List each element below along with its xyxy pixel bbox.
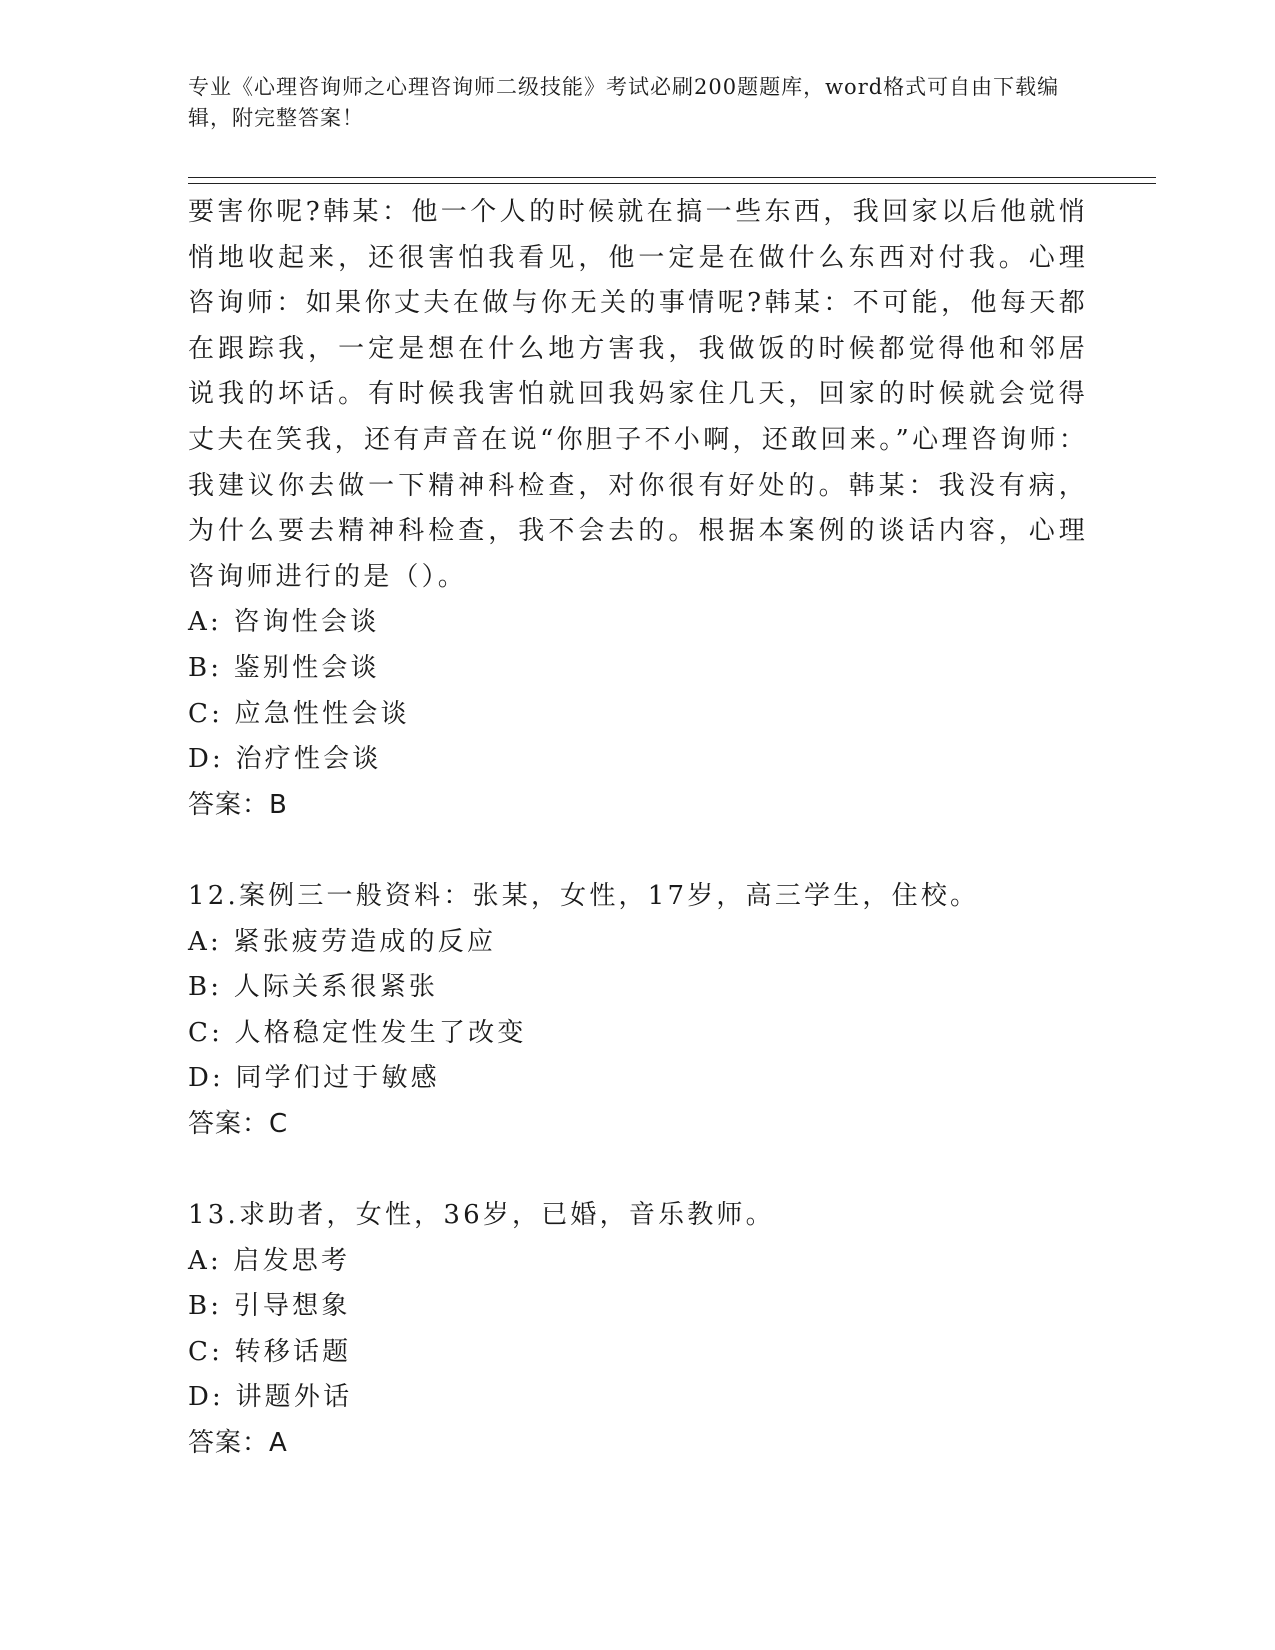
header-rule-bottom: [188, 183, 1156, 184]
question-13: [188, 1193, 1088, 1467]
question-11-option-a: A: 咨询性会谈: [188, 607, 380, 638]
question-13-answer: 答案：A: [188, 1428, 288, 1459]
question-11-option-b: B: 鉴别性会谈: [188, 652, 380, 683]
question-11-option-d: D: 治疗性会谈: [188, 744, 382, 775]
question-12: [188, 874, 1088, 1148]
question-12-option-d: D: 同学们过于敏感: [188, 1063, 440, 1094]
question-13-stem: 13.求助者，女性，36岁，已婚，音乐教师。: [188, 1200, 775, 1231]
question-13-option-c: C: 转移话题: [188, 1336, 352, 1367]
document-body: [188, 190, 1088, 1467]
spacer: [188, 828, 1088, 874]
document-header: 专业《心理咨询师之心理咨询师二级技能》考试必刷200题题库，word格式可自由下载编辑，附完整答案！: [188, 75, 1060, 130]
question-12-option-c: C: 人格稳定性发生了改变: [188, 1017, 527, 1048]
question-13-option-a: A: 启发思考: [188, 1245, 351, 1276]
question-13-option-d: D: 讲题外话: [188, 1382, 353, 1413]
question-12-stem: 12.案例三一般资料：张某，女性，17岁，高三学生，住校。: [188, 880, 980, 911]
question-11-option-c: C: 应急性性会谈: [188, 698, 410, 729]
spacer: [188, 1147, 1088, 1193]
header-rule-top: [188, 177, 1156, 178]
question-12-option-b: B: 人际关系很紧张: [188, 972, 439, 1003]
question-13-option-b: B: 引导想象: [188, 1291, 351, 1322]
question-11: [188, 190, 1088, 828]
question-11-text: 要害你呢?韩某：他一个人的时候就在搞一些东西，我回家以后他就悄悄地收起来，还很害怕我看见，他一定是在做什么东西对付我。心理咨询师：如果你丈夫在做与你无关的事情呢?韩某：不可能，他每天都在跟踪我，一定是想在什么地方害我，我做饭的时候都觉得他和邻居说我的坏话。有时候我害怕就回我妈家住几天，回家的时候就会觉得丈夫在笑我，还有声音在说“你胆子不小啊，还敢回来。”心理咨询师：我建议你去做一下精神科检查，对你很有好处的。韩某：我没有病，为什么要去精神科检查，我不会去的。根据本案例的谈话内容，心理咨询师进行的是（）。: [188, 197, 1088, 592]
question-12-option-a: A: 紧张疲劳造成的反应: [188, 926, 497, 957]
question-11-answer: 答案：B: [188, 789, 288, 820]
question-12-answer: 答案：C: [188, 1108, 289, 1139]
